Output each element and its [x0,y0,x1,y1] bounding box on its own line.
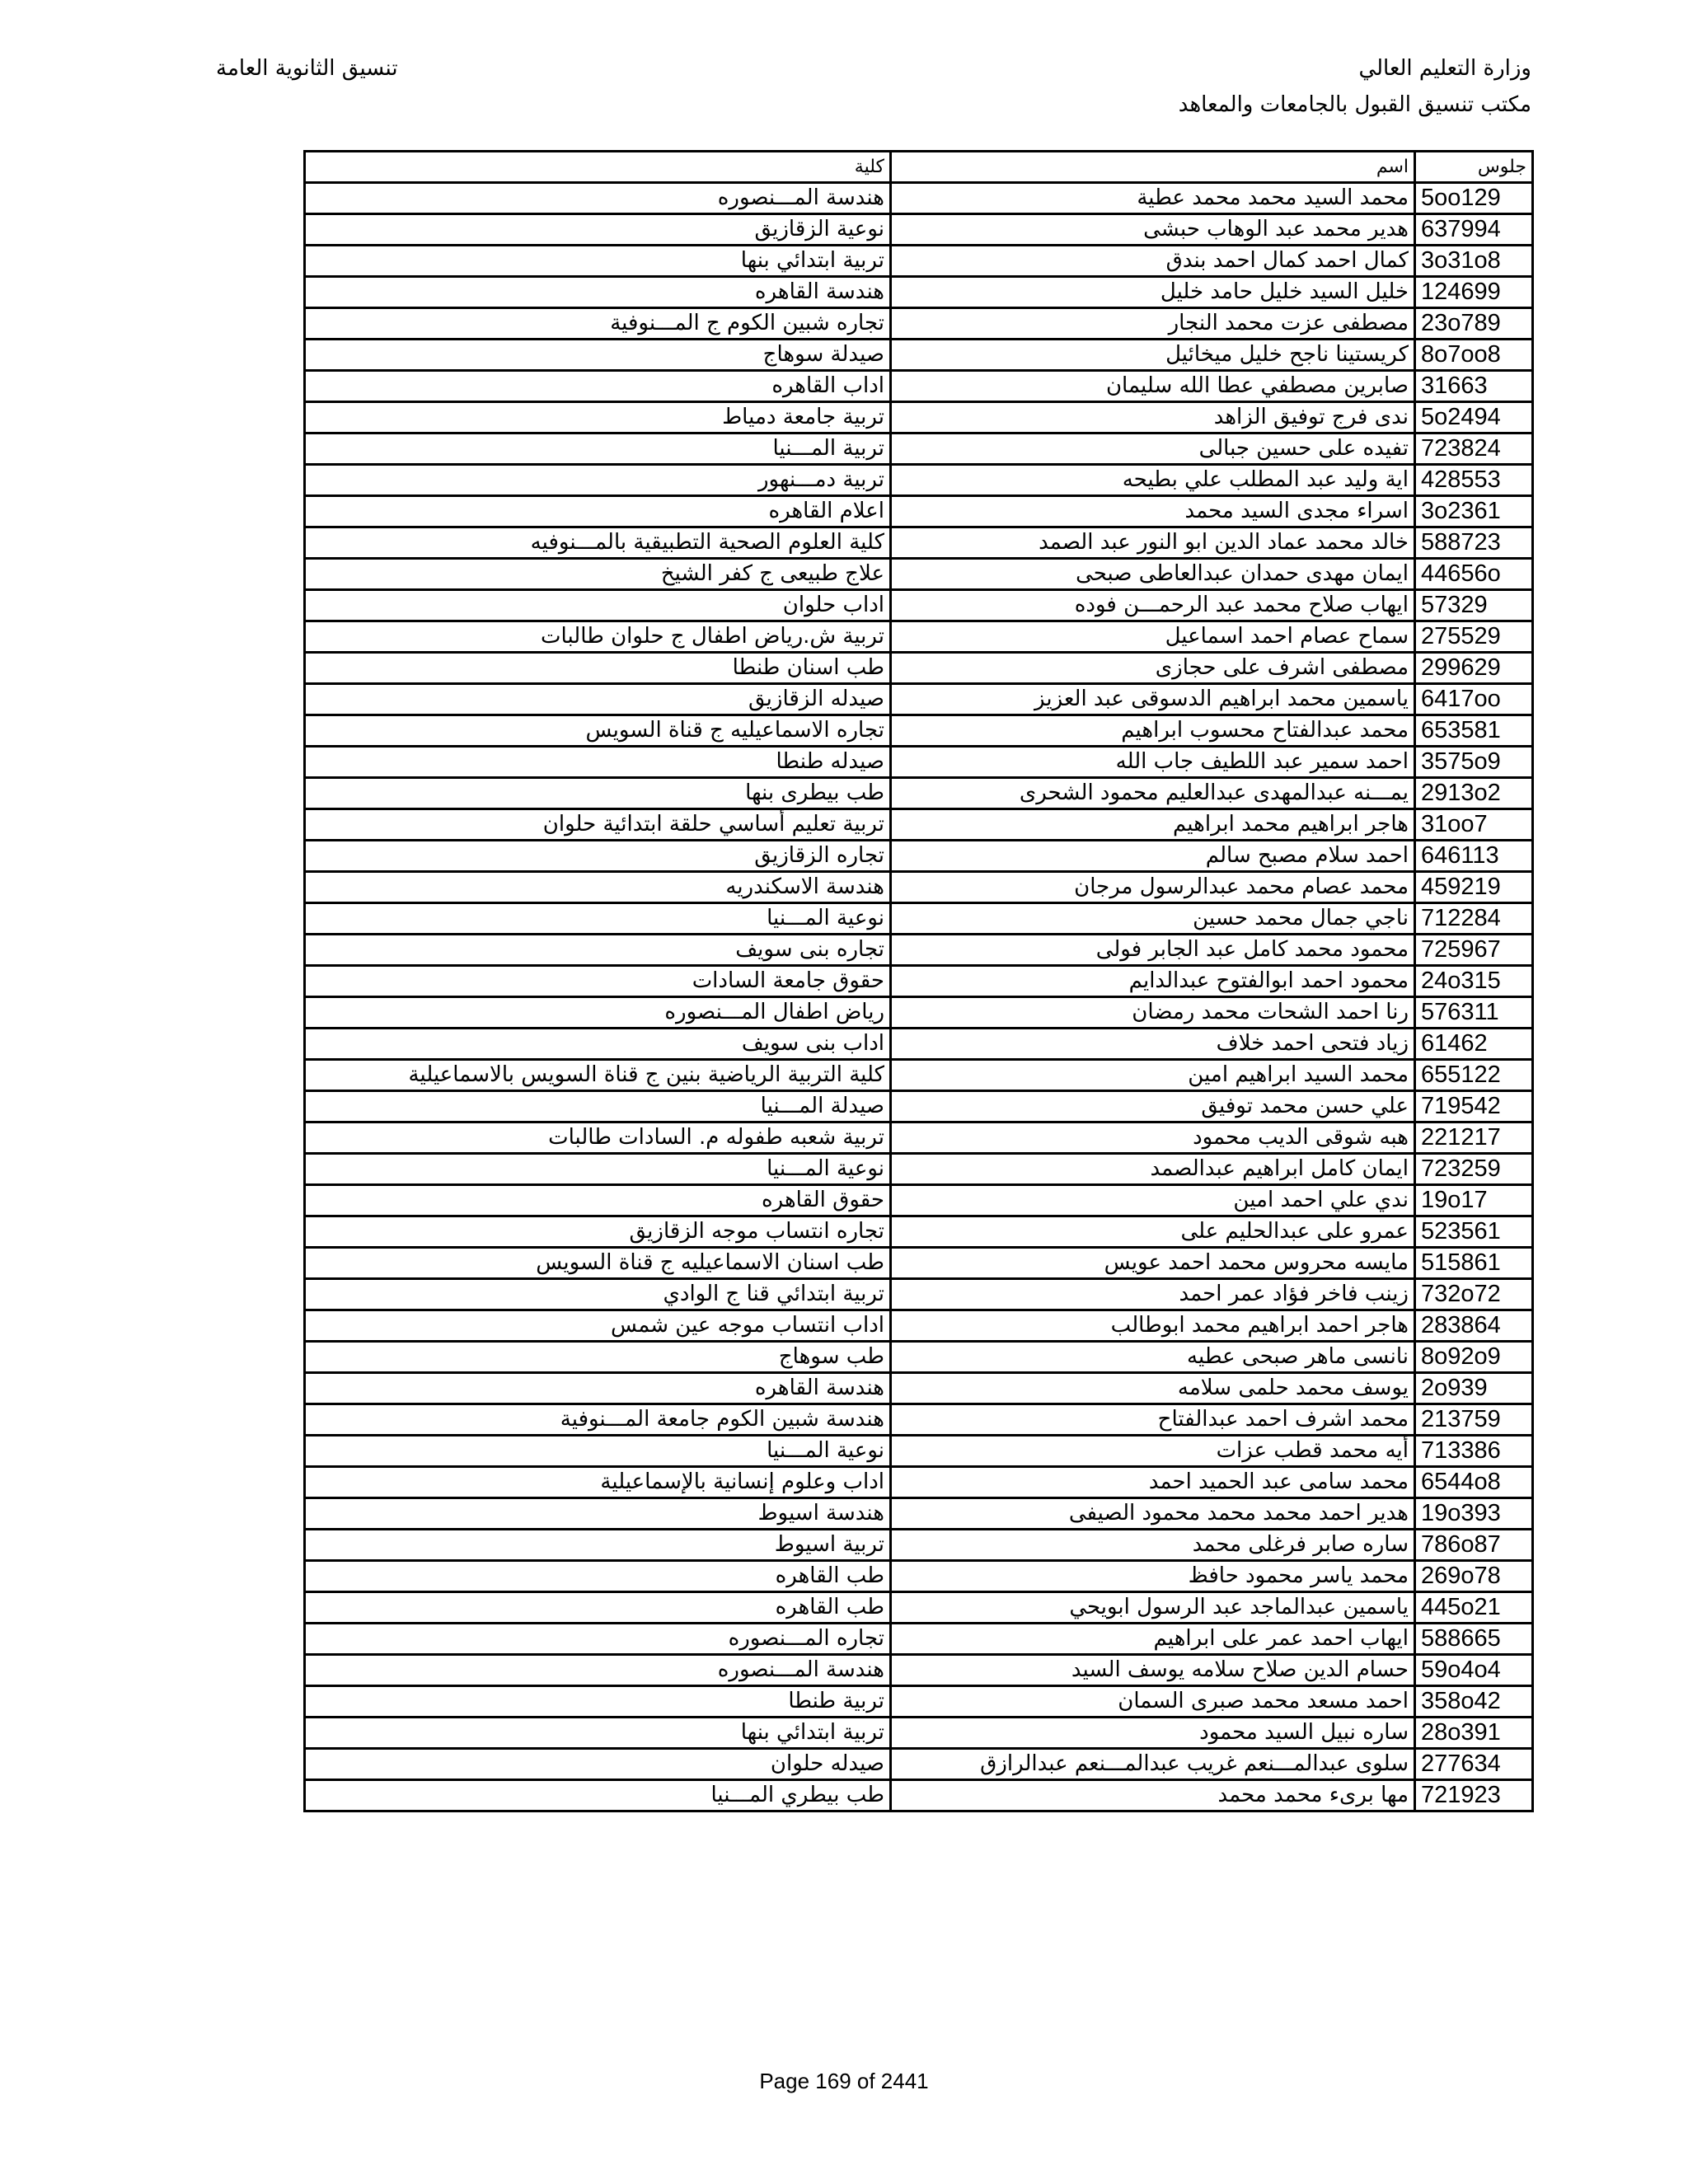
seat-number-cell: 588723 [1415,527,1533,559]
table-row [305,1655,1533,1686]
seat-number-cell: 5oo129 [1415,183,1533,214]
student-name-cell: صابرين مصطفي عطا الله سليمان [891,371,1415,402]
faculty-cell: تربية شعبه طفوله م. السادات طالبات [305,1122,891,1154]
table-row [305,1436,1533,1467]
faculty-cell: طب اسنان طنطا [305,653,891,684]
seat-number-cell: 428553 [1415,465,1533,496]
table-row [305,747,1533,778]
student-name-cell: مصطفى عزت محمد النجار [891,308,1415,340]
table-row [305,371,1533,402]
seat-number-cell: 358o42 [1415,1686,1533,1718]
seat-number-cell: 2913o2 [1415,778,1533,809]
student-name-cell: محمد عصام محمد عبدالرسول مرجان [891,872,1415,903]
student-name-cell: يوسف محمد حلمى سلامه [891,1373,1415,1404]
seat-number-cell: 523561 [1415,1216,1533,1248]
student-name-cell: زياد فتحى احمد خلاف [891,1029,1415,1060]
seat-number-cell: 8o92o9 [1415,1342,1533,1373]
table-row [305,997,1533,1029]
student-name-cell: علي حسن محمد توفيق [891,1091,1415,1122]
table-row [305,1498,1533,1530]
student-name-cell: احمد سمير عبد اللطيف جاب الله [891,747,1415,778]
seat-number-cell: 637994 [1415,214,1533,246]
table-row [305,1310,1533,1342]
faculty-cell: تربية تعليم أساسي حلقة ابتدائية حلوان [305,809,891,841]
table-row [305,1530,1533,1561]
seat-number-cell: 124699 [1415,277,1533,308]
student-name-cell: اسراء مجدى السيد محمد [891,496,1415,527]
table-row [305,903,1533,935]
student-name-cell: اية وليد عبد المطلب علي بطيحه [891,465,1415,496]
faculty-cell: اداب القاهره [305,371,891,402]
seat-number-cell: 653581 [1415,715,1533,747]
student-name-cell: عمرو على عبدالحليم على [891,1216,1415,1248]
column-header-name: اسم [891,152,1415,183]
table-row [305,527,1533,559]
table-header-row [305,152,1533,183]
seat-number-cell: 646113 [1415,841,1533,872]
faculty-cell: اداب وعلوم إنسانية بالإسماعيلية [305,1467,891,1498]
seat-number-cell: 44656o [1415,559,1533,590]
column-header-faculty: كلية [305,152,891,183]
table-row [305,1154,1533,1185]
seat-number-cell: 23o789 [1415,308,1533,340]
table-row [305,1342,1533,1373]
faculty-cell: اداب انتساب موجه عين شمس [305,1310,891,1342]
table-row [305,1185,1533,1216]
faculty-cell: حقوق جامعة السادات [305,966,891,997]
student-name-cell: مايسه محروس محمد احمد عويس [891,1248,1415,1279]
student-name-cell: محمود احمد ابوالفتوح عبدالدايم [891,966,1415,997]
table-row [305,1216,1533,1248]
table-row [305,653,1533,684]
faculty-cell: هندسة المـــنصوره [305,1655,891,1686]
faculty-cell: اداب بنى سويف [305,1029,891,1060]
seat-number-cell: 31663 [1415,371,1533,402]
student-name-cell: محمد عبدالفتاح محسوب ابراهيم [891,715,1415,747]
table-row [305,465,1533,496]
table-row [305,277,1533,308]
student-name-cell: سلوى عبدالمـــنعم غريب عبدالمـــنعم عبدالرازق [891,1749,1415,1780]
faculty-cell: اداب حلوان [305,590,891,621]
seat-number-cell: 3o31o8 [1415,246,1533,277]
table-row [305,183,1533,214]
seat-number-cell: 283864 [1415,1310,1533,1342]
seat-number-cell: 6544o8 [1415,1467,1533,1498]
seat-number-cell: 299629 [1415,653,1533,684]
faculty-cell: صيدله حلوان [305,1749,891,1780]
student-name-cell: ايمان مهدى حمدان عبدالعاطى صبحى [891,559,1415,590]
student-name-cell: هاجر احمد ابراهيم محمد ابوطالب [891,1310,1415,1342]
table-row [305,1686,1533,1718]
seat-number-cell: 515861 [1415,1248,1533,1279]
student-name-cell: زينب فاخر فؤاد عمر احمد [891,1279,1415,1310]
seat-number-cell: 6417oo [1415,684,1533,715]
table-row [305,778,1533,809]
seat-number-cell: 221217 [1415,1122,1533,1154]
faculty-cell: نوعية الزقازيق [305,214,891,246]
faculty-cell: اعلام القاهره [305,496,891,527]
table-row [305,1373,1533,1404]
faculty-cell: هندسة القاهره [305,1373,891,1404]
student-name-cell: مصطفى اشرف على حجازى [891,653,1415,684]
student-name-cell: رنا احمد الشحات محمد رمضان [891,997,1415,1029]
seat-number-cell: 19o393 [1415,1498,1533,1530]
faculty-cell: تربية طنطا [305,1686,891,1718]
faculty-cell: علاج طبيعى ج كفر الشيخ [305,559,891,590]
table-row [305,872,1533,903]
faculty-cell: صيدلة سوهاج [305,340,891,371]
faculty-cell: طب سوهاج [305,1342,891,1373]
student-name-cell: ندى فرج توفيق الزاهد [891,402,1415,434]
table-row [305,1718,1533,1749]
student-name-cell: خليل السيد خليل حامد خليل [891,277,1415,308]
faculty-cell: طب القاهره [305,1561,891,1592]
student-name-cell: ندي علي احمد امين [891,1185,1415,1216]
student-name-cell: ايمان كامل ابراهيم عبدالصمد [891,1154,1415,1185]
seat-number-cell: 24o315 [1415,966,1533,997]
faculty-cell: تجاره شبين الكوم ج المـــنوفية [305,308,891,340]
table-row [305,496,1533,527]
table-row [305,1780,1533,1811]
table-row [305,590,1533,621]
seat-number-cell: 57329 [1415,590,1533,621]
seat-number-cell: 723259 [1415,1154,1533,1185]
student-name-cell: احمد مسعد محمد صبرى السمان [891,1686,1415,1718]
seat-number-cell: 59o4o4 [1415,1655,1533,1686]
table-row [305,1029,1533,1060]
seat-number-cell: 31oo7 [1415,809,1533,841]
seat-number-cell: 721923 [1415,1780,1533,1811]
faculty-cell: تربية ابتدائي بنها [305,246,891,277]
table-row [305,715,1533,747]
table-row [305,559,1533,590]
seat-number-cell: 28o391 [1415,1718,1533,1749]
student-name-cell: ناجي جمال محمد حسين [891,903,1415,935]
table-row [305,1749,1533,1780]
seat-number-cell: 719542 [1415,1091,1533,1122]
page-number: Page 169 of 2441 [759,2069,929,2093]
student-name-cell: احمد سلام مصبح سالم [891,841,1415,872]
student-name-cell: ياسمين محمد ابراهيم الدسوقى عبد العزيز [891,684,1415,715]
seat-number-cell: 5o2494 [1415,402,1533,434]
faculty-cell: هندسة الاسكندريه [305,872,891,903]
student-name-cell: هدير محمد عبد الوهاب حبشى [891,214,1415,246]
admissions-table [303,150,1534,1812]
seat-number-cell: 655122 [1415,1060,1533,1091]
student-name-cell: خالد محمد عماد الدين ابو النور عبد الصمد [891,527,1415,559]
table-row [305,1279,1533,1310]
seat-number-cell: 576311 [1415,997,1533,1029]
table-row [305,1624,1533,1655]
student-name-cell: هاجر ابراهيم محمد ابراهيم [891,809,1415,841]
faculty-cell: طب بيطري المـــنيا [305,1780,891,1811]
faculty-cell: تربية ابتدائي بنها [305,1718,891,1749]
coordination-title: تنسيق الثانوية العامة [216,56,398,81]
student-name-cell: محمد ياسر محمود حافظ [891,1561,1415,1592]
seat-number-cell: 588665 [1415,1624,1533,1655]
seat-number-cell: 19o17 [1415,1185,1533,1216]
table-row [305,1060,1533,1091]
faculty-cell: كلية العلوم الصحية التطبيقية بالمـــنوفيه [305,527,891,559]
table-row [305,340,1533,371]
faculty-cell: تربية جامعة دمياط [305,402,891,434]
student-name-cell: ايهاب احمد عمر على ابراهيم [891,1624,1415,1655]
faculty-cell: تجاره الاسماعيليه ج قناة السويس [305,715,891,747]
seat-number-cell: 213759 [1415,1404,1533,1436]
table-row [305,434,1533,465]
faculty-cell: تجاره المـــنصوره [305,1624,891,1655]
faculty-cell: طب اسنان الاسماعيليه ج قناة السويس [305,1248,891,1279]
faculty-cell: نوعية المـــنيا [305,1154,891,1185]
table-row [305,1467,1533,1498]
table-row [305,809,1533,841]
student-name-cell: ايهاب صلاح محمد عبد الرحمـــن فوده [891,590,1415,621]
table-row [305,1248,1533,1279]
table-row [305,1404,1533,1436]
table-row [305,1592,1533,1624]
faculty-cell: تربية ابتدائي قنا ج الوادي [305,1279,891,1310]
student-name-cell: حسام الدين صلاح سلامه يوسف السيد [891,1655,1415,1686]
student-name-cell: محمد السيد محمد محمد عطية [891,183,1415,214]
faculty-cell: هندسة شبين الكوم جامعة المـــنوفية [305,1404,891,1436]
student-name-cell: محمد السيد ابراهيم امين [891,1060,1415,1091]
student-name-cell: ساره نبيل السيد محمود [891,1718,1415,1749]
seat-number-cell: 713386 [1415,1436,1533,1467]
seat-number-cell: 3o2361 [1415,496,1533,527]
table-row [305,214,1533,246]
faculty-cell: صيدلة المـــنيا [305,1091,891,1122]
faculty-cell: حقوق القاهره [305,1185,891,1216]
table-row [305,1561,1533,1592]
seat-number-cell: 277634 [1415,1749,1533,1780]
student-name-cell: سماح عصام احمد اسماعيل [891,621,1415,653]
student-name-cell: نانسى ماهر صبحى عطيه [891,1342,1415,1373]
faculty-cell: تربية دمـــنهور [305,465,891,496]
faculty-cell: تربية اسيوط [305,1530,891,1561]
office-title: مكتب تنسيق القبول بالجامعات والمعاهد [1178,92,1531,117]
faculty-cell: صيدله الزقازيق [305,684,891,715]
ministry-title: وزارة التعليم العالي [1358,56,1531,81]
seat-number-cell: 269o78 [1415,1561,1533,1592]
faculty-cell: كلية التربية الرياضية بنين ج قناة السويس بالاسماعيلية [305,1060,891,1091]
table-row [305,308,1533,340]
student-name-cell: مها برىء محمد محمد [891,1780,1415,1811]
table-row [305,1091,1533,1122]
student-name-cell: هدير احمد محمد محمد محمود الصيفى [891,1498,1415,1530]
seat-number-cell: 786o87 [1415,1530,1533,1561]
seat-number-cell: 712284 [1415,903,1533,935]
table-row [305,684,1533,715]
faculty-cell: صيدله طنطا [305,747,891,778]
faculty-cell: طب بيطرى بنها [305,778,891,809]
table-row [305,966,1533,997]
student-name-cell: محمد سامى عبد الحميد احمد [891,1467,1415,1498]
seat-number-cell: 445o21 [1415,1592,1533,1624]
faculty-cell: هندسة القاهره [305,277,891,308]
faculty-cell: رياض اطفال المـــنصوره [305,997,891,1029]
faculty-cell: نوعية المـــنيا [305,1436,891,1467]
seat-number-cell: 725967 [1415,935,1533,966]
faculty-cell: تجاره انتساب موجه الزقازيق [305,1216,891,1248]
student-name-cell: كريستينا ناجح خليل ميخائيل [891,340,1415,371]
student-name-cell: ياسمين عبدالماجد عبد الرسول ابويحي [891,1592,1415,1624]
seat-number-cell: 723824 [1415,434,1533,465]
column-header-seat: جلوس [1415,152,1533,183]
student-name-cell: محمود محمد كامل عبد الجابر فولى [891,935,1415,966]
seat-number-cell: 8o7oo8 [1415,340,1533,371]
faculty-cell: هندسة اسيوط [305,1498,891,1530]
seat-number-cell: 3575o9 [1415,747,1533,778]
table-row [305,1122,1533,1154]
seat-number-cell: 732o72 [1415,1279,1533,1310]
faculty-cell: طب القاهره [305,1592,891,1624]
table-row [305,246,1533,277]
seat-number-cell: 2o939 [1415,1373,1533,1404]
faculty-cell: تجاره الزقازيق [305,841,891,872]
student-name-cell: محمد اشرف احمد عبدالفتاح [891,1404,1415,1436]
student-name-cell: كمال احمد كمال احمد بندق [891,246,1415,277]
table-row [305,935,1533,966]
faculty-cell: تربية ش.رياض اطفال ج حلوان طالبات [305,621,891,653]
faculty-cell: نوعية المـــنيا [305,903,891,935]
faculty-cell: هندسة المـــنصوره [305,183,891,214]
table-row [305,402,1533,434]
faculty-cell: تجاره بنى سويف [305,935,891,966]
table-row [305,841,1533,872]
student-name-cell: تفيده على حسين جبالى [891,434,1415,465]
student-name-cell: هبه شوقى الديب محمود [891,1122,1415,1154]
faculty-cell: تربية المـــنيا [305,434,891,465]
student-name-cell: يمـــنه عبدالمهدى عبدالعليم محمود الشحرى [891,778,1415,809]
seat-number-cell: 459219 [1415,872,1533,903]
student-name-cell: أيه محمد قطب عزات [891,1436,1415,1467]
seat-number-cell: 61462 [1415,1029,1533,1060]
seat-number-cell: 275529 [1415,621,1533,653]
student-name-cell: ساره صابر فرغلى محمد [891,1530,1415,1561]
table-row [305,621,1533,653]
